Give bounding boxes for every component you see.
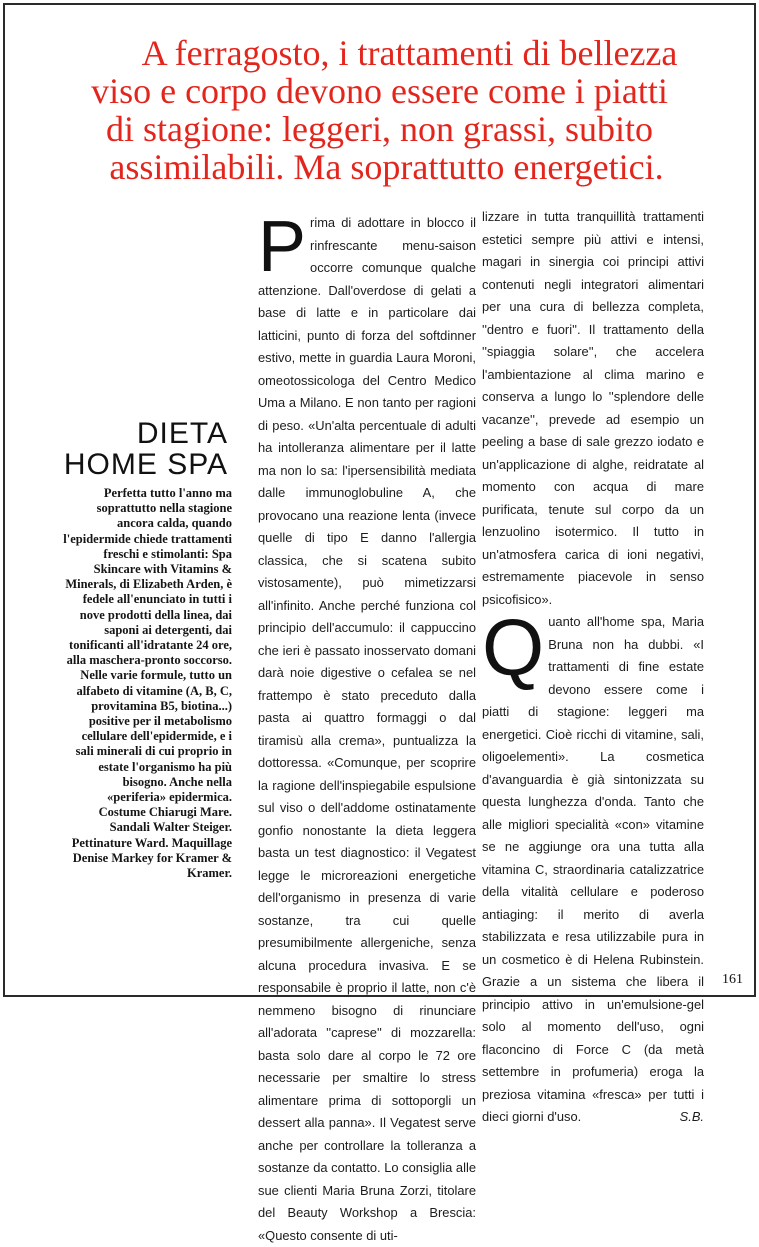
- article-column-2: [482, 206, 704, 1129]
- author-signature: S.B.: [679, 1109, 704, 1124]
- article-column-2-text-a: lizzare in tutta tranquillità trattamenti estetici sempre più attivi e intensi, magari in sinergia coi principi attivi contenuti negli integratori alimentari per una cura di bellezza completa, ''dentro e fuori''. Il trattamento della ''spiaggia solare'', che accelera l'ambientazione al clima marino e conserva a lungo lo ''splendore delle vacanze'', prevede ad esempio un peeling a base di sale grezzo iodato e un'applicazione di alghe, reidratate al momento con acqua di mare purificata, tenute sul corpo da un lenzuolino isotermico. Il tutto in un'atmosfera carica di ioni negativi, estremamente piacevole in senso psicofisico».: [482, 209, 704, 607]
- sidebar-title-line-1: DIETA: [136, 417, 228, 450]
- page-number: 161: [722, 972, 743, 987]
- article-column-2-paragraph-b: [482, 603, 704, 1129]
- headline-line-2: viso e corpo devono essere come i piatti: [91, 71, 668, 111]
- article-column-1-text: rima di adottare in blocco il rinfrescante menu-saison occorre comunque qualche attenzione. Dall'overdose di gelati a base di latte e in particolare dai latticini, punto di forza del softdinner estivo, mette in guardia Laura Moroni, omeotossicologa del Centro Medico Uma a Milano. E non tanto per ragioni di peso. «Un'alta percentuale di adulti ha intolleranza alimentare per il latte ma non lo sa: l'ipersensibilità mediata dalle immunoglobuline A, che provocano una reazione lenta (invece quelle di tipo E danno l'allergia classica, che si scatena subito vistosamente), può mimetizzarsi all'infinito. Anche perché funziona col principio dell'accumulo: il cappuccino che ieri è passato inosservato domani darà noie digestive o cefalea se nel frattempo è stato preceduto dalla pasta ai quattro formaggi o dal tiramisù alla crema», puntualizza la dottoressa. «Comunque, per scoprire la ragione dell'inspiegabile espulsione sul viso o dell'addome ostinatamente gonfio nonostante la dieta leggera basta un test diagnostico: il Vegatest legge le microreazioni energetiche dell'organismo in presenza di varie sostanze, tra cui quelle presumibilmente allergeniche, senza alcuna procedura invasiva. E se responsabile è proprio il latte, non c'è nemmeno bisogno di rinunciare all'adorata ''caprese'' di mozzarella: basta solo dare al corpo le 72 ore necessarie per smaltire lo stress alimentare prima di sottoporgli un dessert alla panna». Il Vegatest serve anche per controllare la tolleranza a sostanze da contatto. Lo consiglia alle sue clienti Maria Bruna Zorzi, titolare del Beauty Workshop a Brescia: «Questo consente di uti-: [258, 215, 476, 1243]
- sidebar-box: [62, 418, 232, 881]
- headline-line-4: assimilabili. Ma soprattutto energetici.: [109, 147, 664, 187]
- drop-cap-q: Q: [482, 603, 545, 692]
- headline: [0, 34, 759, 186]
- headline-line-3: di stagione: leggeri, non grassi, subito: [106, 109, 653, 149]
- sidebar-title-line-2: HOME SPA: [63, 448, 228, 481]
- article-column-2-text-b: uanto all'home spa, Maria Bruna non ha dubbi. «I trattamenti di fine estate devono essere come i piatti di stagione: leggeri ma energetici. Cioè ricchi di vitamine, sali, oligoelementi». La cosmetica d'avanguardia è già sintonizzata su questa lunghezza d'onda. Tanto che alle migliori specialità «con» vitamine se ne aggiunge ora una tutta alla vitamina C, straordinaria catalizzatrice della vitalità cellulare e poderoso antiaging: il merito di averla stabilizzata e resa utilizzabile pura in un cosmetico è di Helena Rubinstein. Grazie a un sistema che libera il principio attivo in un'emulsione-gel solo al momento dell'uso, ogni flaconcino di Force C (da metà settembre in profumeria) eroga la preziosa vitamina «fresca» per tutti i dieci giorni d'uso.: [482, 614, 704, 1124]
- sidebar-body: Perfetta tutto l'anno ma soprattutto nella stagione ancora calda, quando l'epidermide chiede trattamenti freschi e stimolanti: Spa Skincare with Vitamins & Minerals, di Elizabeth Arden, è fedele all'enunciato in tutti i nove prodotti della linea, dai saponi ai detergenti, dai tonificanti all'idratante 24 ore, alla maschera-pronto soccorso. Nelle varie formule, tutto un alfabeto di vitamine (A, B, C, provitamina B5, biotina...) positive per il metabolismo cellulare dell'epidermide, e i sali minerali di cui proprio in estate l'organismo ha più bisogno. Anche nella «periferia» epidermica. Costume Chiarugi Mare. Sandali Walter Steiger. Pettinature Ward. Maquillage Denise Markey for Kramer & Kramer.: [63, 486, 232, 881]
- drop-cap-p: P: [258, 207, 307, 287]
- article-column-1: [258, 207, 476, 1247]
- headline-line-1: A ferragosto, i trattamenti di bellezza: [141, 33, 678, 73]
- sidebar-title: [62, 418, 228, 480]
